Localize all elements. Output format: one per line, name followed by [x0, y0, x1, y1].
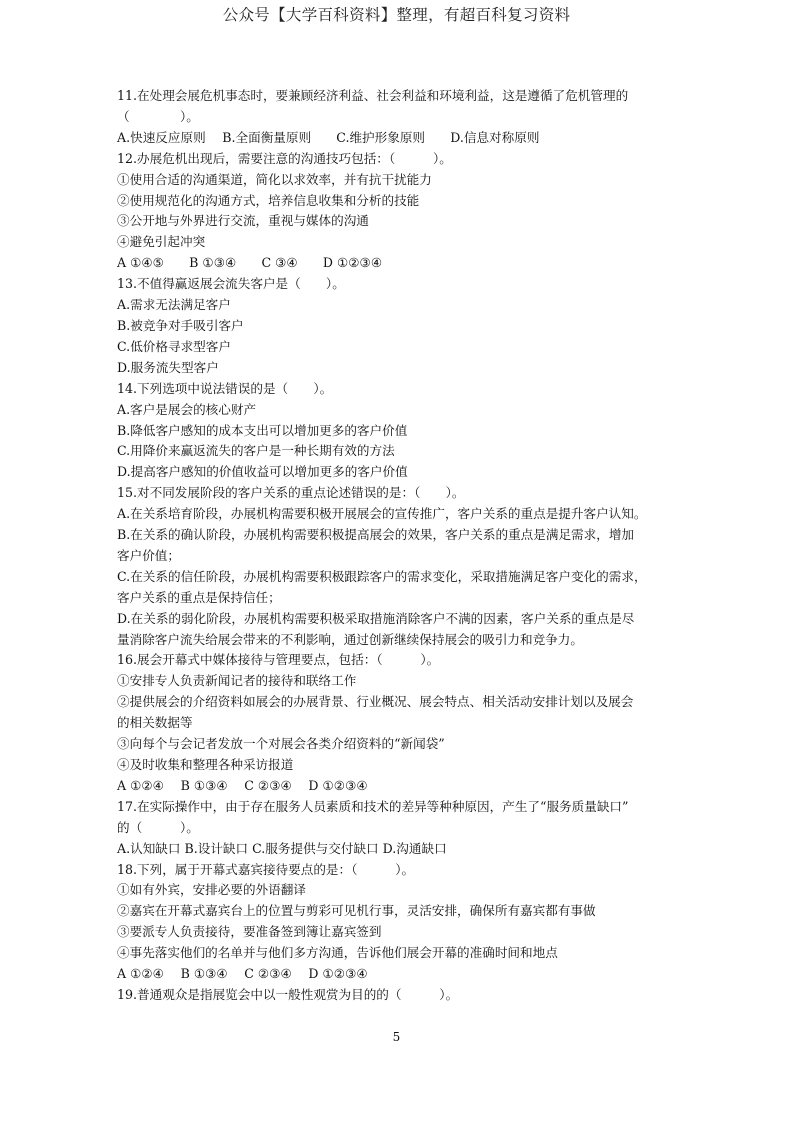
- text-line: 18.下列，属于开幕式嘉宾接待要点的是：（ ）。: [117, 861, 415, 877]
- text-line: 13.不值得赢返展会流失客户是（ ）。: [117, 276, 345, 292]
- text-line: ①如有外宾，安排必要的外语翻译: [117, 882, 306, 898]
- text-line: ③要派专人负责接待，要准备签到簿让嘉宾签到: [117, 924, 382, 940]
- text-line: D.提高客户感知的价值收益可以增加更多的客户价值: [117, 464, 408, 480]
- text-line: ②使用规范化的沟通方式，培养信息收集和分析的技能: [117, 192, 420, 208]
- text-line: 19.普通观众是指展览会中以一般性观赏为目的的（ ）。: [117, 986, 459, 1002]
- text-line: A.快速反应原则 B.全面衡量原则 C.维护形象原则 D.信息对称原则: [117, 129, 540, 145]
- text-line: A.在关系培育阶段，办展机构需要积极开展展会的宣传推广，客户关系的重点是提升客户认知。: [117, 506, 647, 522]
- text-line: B.被竞争对手吸引客户: [117, 317, 244, 333]
- text-line: 16.展会开幕式中媒体接待与管理要点，包括：（ ）。: [117, 652, 440, 668]
- document-body: [117, 86, 701, 1006]
- text-line: ①使用合适的沟通渠道，简化以求效率，并有抗干扰能力: [117, 171, 432, 187]
- text-line: ①安排专人负责新闻记者的接待和联络工作: [117, 673, 357, 689]
- text-line: 14.下列选项中说法错误的是（ ）。: [117, 380, 333, 396]
- text-line: 的（ ）。: [117, 819, 199, 835]
- text-line: A ①④⑤ B ①③④ C ③④ D ①②③④: [117, 255, 383, 271]
- text-line: B.降低客户感知的成本支出可以增加更多的客户价值: [117, 422, 408, 438]
- text-line: 12.办展危机出现后，需要注意的沟通技巧包括：（ ）。: [117, 150, 452, 166]
- text-line: A.客户是展会的核心财产: [117, 401, 257, 417]
- text-line: 量消除客户流失给展会带来的不利影响，通过创新继续保持展会的吸引力和竞争力。: [117, 631, 583, 647]
- text-line: D.服务流失型客户: [117, 359, 219, 375]
- text-line: A.认知缺口 B.设计缺口 C.服务提供与交付缺口 D.沟通缺口: [117, 840, 447, 856]
- text-line: 客户价值；: [117, 547, 180, 563]
- text-line: ③公开地与外界进行交流，重视与媒体的沟通: [117, 213, 369, 229]
- text-line: A.需求无法满足客户: [117, 297, 231, 313]
- text-line: 17.在实际操作中，由于存在服务人员素质和技术的差异等种种原因，产生了“服务质量缺口”: [117, 798, 629, 814]
- text-line: B.在关系的确认阶段，办展机构需要积极提高展会的效果，客户关系的重点是满足需求，增加: [117, 527, 635, 543]
- text-line: C.在关系的信任阶段，办展机构需要积极跟踪客户的需求变化，采取措施满足客户变化的需求，: [117, 568, 647, 584]
- text-line: ②提供展会的介绍资料如展会的办展背景、行业概况、展会特点、相关活动安排计划以及展会: [117, 694, 634, 710]
- text-line: ④避免引起冲突: [117, 234, 206, 250]
- text-line: 的相关数据等: [117, 715, 193, 731]
- text-line: C.用降价来赢返流失的客户是一种长期有效的方法: [117, 443, 395, 459]
- text-line: ③向每个与会记者发放一个对展会各类介绍资料的“新闻袋”: [117, 736, 445, 752]
- page-number: 5: [392, 1030, 401, 1044]
- page-header: 公众号【大学百科资料】整理，有超百科复习资料: [222, 6, 571, 24]
- text-line: A ①②④ B ①③④ C ②③④ D ①②③④: [117, 777, 368, 793]
- text-line: A ①②④ B ①③④ C ②③④ D ①②③④: [117, 966, 368, 982]
- text-line: 11.在处理会展危机事态时，要兼顾经济利益、社会利益和环境利益，这是遵循了危机管理的: [117, 88, 629, 103]
- text-line: 客户关系的重点是保持信任；: [117, 589, 281, 605]
- text-line: ④事先落实他们的名单并与他们多方沟通，告诉他们展会开幕的准确时间和地点: [117, 945, 558, 961]
- text-line: C.低价格寻求型客户: [117, 338, 231, 354]
- text-line: ②嘉宾在开幕式嘉宾台上的位置与剪彩可见机行事，灵活安排，确保所有嘉宾都有事做: [117, 903, 596, 919]
- text-line: D.在关系的弱化阶段，办展机构需要积极采取措施消除客户不满的因素，客户关系的重点是尽: [117, 610, 635, 626]
- text-line: ④及时收集和整理各种采访报道: [117, 757, 294, 772]
- text-line: 15.对不同发展阶段的客户关系的重点论述错误的是：（ ）。: [117, 485, 465, 501]
- text-line: （ ）。: [117, 108, 199, 124]
